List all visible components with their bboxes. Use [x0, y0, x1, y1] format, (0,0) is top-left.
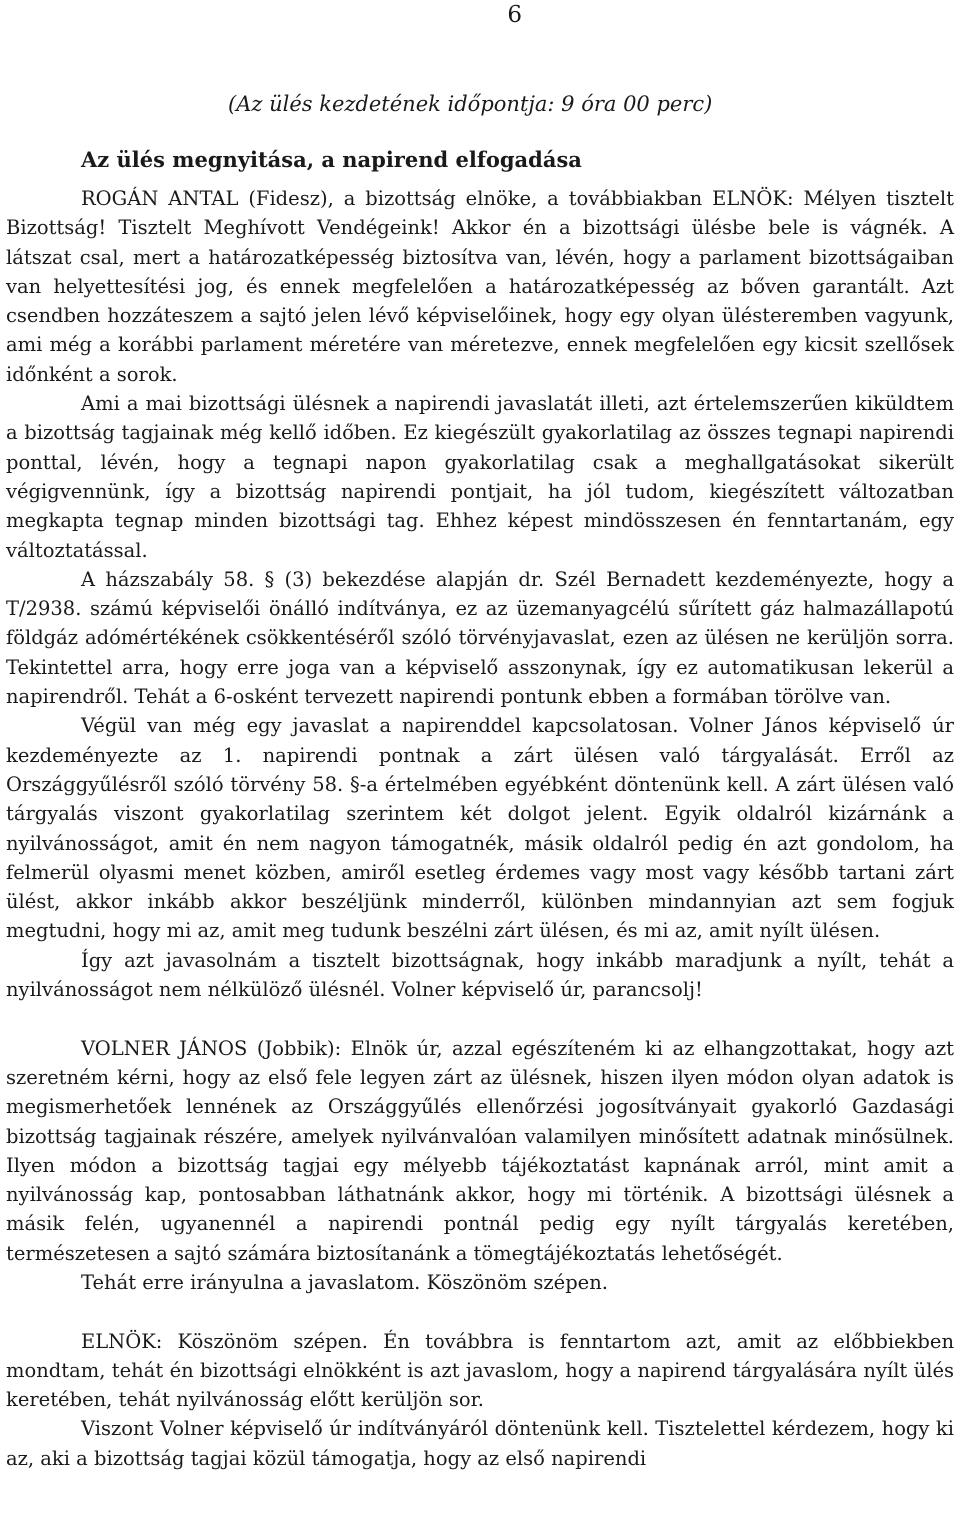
paragraph-volner-speech: VOLNER JÁNOS (Jobbik): Elnök úr, azzal egészíteném ki az elhangzottakat, hogy azt szeretném kérni, hogy az első fele legyen zárt az ülésnek, hiszen ilyen módon olyan adatok is megismerhetőek lennének az Országgyűlés ellenőrzési jogosítványait gyakorló Gazdasági bizottság tagjainak részére, amelyek nyilvánvalóan valamilyen minősített adatnak minősülnek. Ilyen módon a bizottság tagjai egy mélyebb tájékoztatást kapnának arról, mint amit a nyilvánosság kap, pontosabban láthatnánk akkor, hogy mi történik. A bizottsági ülésnek a másik felén, ugyanennél a napirendi pontnál pedig egy nyílt tárgyalás keretében, természetesen a sajtó számára biztosítanánk a tömegtájékoztatás lehetőségét.: [6, 1036, 954, 1265]
paragraph-chair-response: ELNÖK: Köszönöm szépen. Én továbbra is fenntartom azt, amit az előbbiekben mondtam, tehát én bizottsági elnökként is azt javaslom, hogy a napirend tárgyalására nyílt ülés keretében, tehát nyilvánosság előtt kerüljön sor.: [6, 1329, 954, 1412]
paragraph-volner-closing: Tehát erre irányulna a javaslatom. Köszönöm szépen.: [81, 1270, 608, 1294]
paragraph-chair-suggestion: Így azt javasolnám a tisztelt bizottságnak, hogy inkább maradjunk a nyílt, tehát a nyilvánosságot nem nélkülöző ülésnél. Volner képviselő úr, parancsolj!: [6, 948, 954, 1002]
transcript-body: [6, 184, 954, 1473]
paragraph-closed-session-proposal: Végül van még egy javaslat a napirenddel kapcsolatosan. Volner János képviselő úr kezdeményezte az 1. napirendi pontnak a zárt ülésen való tárgyalását. Erről az Országgyűlésről szóló törvény 58. §-a értelmében egyébként döntenünk kell. A zárt ülésen való tárgyalás viszont gyakorlatilag szerintem két dolgot jelent. Egyik oldalról kizárnánk a nyilvánosságot, amit én nem nagyon támogatnék, másik oldalról pedig én azt gondolom, ha felmerül olyasmi menet közben, amiről esetleg érdemes vagy most vagy később tartani zárt ülést, akkor inkább akkor beszéljünk minderről, különben mindannyian azt sem fogjuk megtudni, hogy mi az, amit meg tudunk beszélni zárt ülésen, és mi az, amit nyílt ülésen.: [6, 714, 954, 943]
section-heading: Az ülés megnyitása, a napirend elfogadása: [81, 147, 582, 172]
paragraph-agenda-proposal: Ami a mai bizottsági ülésnek a napirendi javaslatát illeti, azt értelemszerűen kiküldtem a bizottság tagjainak még kellő időben. Ez kiegészült gyakorlatilag az összes tegnapi napirendi ponttal, lévén, hogy a tegnapi napon gyakorlatilag csak a meghallgatásokat sikerült végigvennünk, így a bizottság napirendi pontjait, ha jól tudom, kiegészített változatban megkapta tegnap minden bizottsági tag. Ehhez képest mindösszesen én fenntartanám, egy változtatással.: [6, 392, 954, 562]
paragraph-chair-vote: Viszont Volner képviselő úr indítványáról döntenünk kell. Tisztelettel kérdezem, hogy ki az, aki a bizottság tagjai közül támogatja, hogy az első napirendi: [6, 1417, 954, 1470]
paragraph-agenda-removal: A házszabály 58. § (3) bekezdése alapján dr. Szél Bernadett kezdeményezte, hogy a T/2938. számú képviselői önálló indítványa, ez az üzemanyagcélú sűrített gáz halmazállapotú földgáz adómértékének csökkentéséről szóló törvényjavaslat, ezen az ülésen ne kerüljön sorra. Tekintettel arra, hogy erre joga van a képviselő asszonynak, így ez automatikusan lekerül a napirendről. Tehát a 6-osként tervezett napirendi pontunk ebben a formában törölve van.: [6, 567, 954, 709]
session-start-time: (Az ülés kezdetének időpontja: 9 óra 00 perc): [228, 92, 713, 116]
page-number: 6: [507, 2, 522, 28]
paragraph-chair-opening: ROGÁN ANTAL (Fidesz), a bizottság elnöke, a továbbiakban ELNÖK: Mélyen tisztelt Bizottság! Tisztelt Meghívott Vendégeink! Akkor én a bizottsági ülésbe bele is vágnék. A látszat csal, mert a határozatképesség biztosítva van, lévén, hogy a parlament bizottságaiban van helyettesítési jog, és ennek megfelelően a határozatképesség az bőven garantált. Azt csendben hozzáteszem a sajtó jelen lévő képviselőinek, hogy egy olyan ülésteremben vagyunk, ami még a korábbi parlament méretére van méretezve, ennek megfelelően egy kicsit szellősek időnként a sorok.: [6, 187, 954, 386]
